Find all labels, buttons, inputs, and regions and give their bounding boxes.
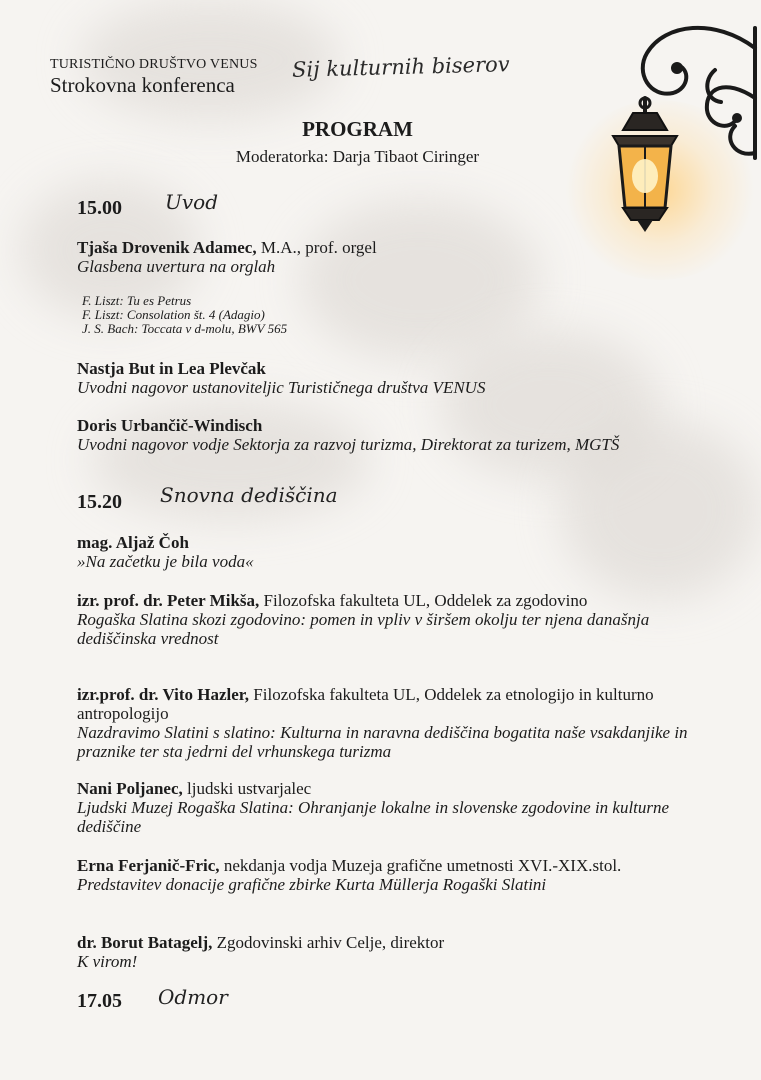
speaker-name: izr.prof. dr. Vito Hazler, [77,685,250,704]
speaker-affiliation: nekdanja vodja Muzeja grafične umetnosti XVI.-XIX.stol. [219,856,622,875]
speaker-name: izr. prof. dr. Peter Mikša, [77,591,260,610]
program-item [77,238,702,276]
program-item [77,533,702,571]
speaker-name: Tjaša Drovenik Adamec, [77,238,257,257]
speaker-name: Doris Urbančič-Windisch [77,416,263,435]
program-title: PROGRAM [302,117,413,141]
program-item [77,933,702,971]
conference-title: Strokovna konferenca [50,73,235,97]
section-time: 17.05 [77,990,122,1012]
talk-title: Predstavitev donacije grafične zbirke Kurta Müllerja Rogaški Slatini [77,875,547,894]
section-time: 15.00 [77,197,122,219]
speaker-name: dr. Borut Batagelj, [77,933,213,952]
talk-title: K virom! [77,952,138,971]
music-work: J. S. Bach: Toccata v d-molu, BWV 565 [82,321,288,336]
section-label: Uvod [165,190,218,214]
talk-title: Glasbena uvertura na orglah [77,257,276,276]
talk-title: Rogaška Slatina skozi zgodovino: pomen in vpliv v širšem okolju ter njena današnja dediščinska vrednost [77,610,650,648]
speaker-affiliation: Zgodovinski arhiv Celje, direktor [212,933,445,952]
speaker-name: mag. Aljaž Čoh [77,533,189,552]
program-item [77,685,702,761]
speaker-name: Nastja But in Lea Plevčak [77,359,266,378]
speaker-name: Erna Ferjanič-Fric, [77,856,220,875]
moderator: Moderatorka: Darja Tibaot Ciringer [235,147,480,166]
music-work: F. Liszt: Tu es Petrus [82,293,192,308]
talk-title: Uvodni nagovor ustanoviteljic Turističnega društva VENUS [77,378,486,397]
section-time: 15.20 [77,491,122,513]
program-item [77,856,702,894]
talk-title: Nazdravimo Slatini s slatino: Kulturna in naravna dediščina bogatita naše vsakdanjike in praznike ter sta jedrni del vrhunskega turizma [77,723,688,761]
talk-title: Ljudski Muzej Rogaška Slatina: Ohranjanje lokalne in slovenske zgodovine in kulturne dediščine [77,798,670,836]
speaker-name: Nani Poljanec, [77,779,183,798]
program-item [77,359,702,397]
conference-motto: Sij kulturnih biserov [291,52,510,82]
program-item [77,779,702,836]
program-item [77,591,702,648]
speaker-affiliation: ljudski ustvarjalec [182,779,312,798]
organization-name: TURISTIČNO DRUŠTVO VENUS [50,57,258,72]
speaker-affiliation: M.A., prof. orgel [256,238,377,257]
speaker-affiliation: Filozofska fakulteta UL, Oddelek za etnologijo in kulturno antropologijo [77,685,654,723]
talk-title: »Na začetku je bila voda« [77,552,254,571]
program-item [77,416,702,454]
section-label: Odmor [158,985,228,1009]
music-work: F. Liszt: Consolation št. 4 (Adagio) [82,307,265,322]
music-works-list [82,294,287,336]
talk-title: Uvodni nagovor vodje Sektorja za razvoj turizma, Direktorat za turizem, MGTŠ [77,435,620,454]
speaker-affiliation: Filozofska fakulteta UL, Oddelek za zgodovino [259,591,588,610]
section-label: Snovna dediščina [160,483,338,507]
